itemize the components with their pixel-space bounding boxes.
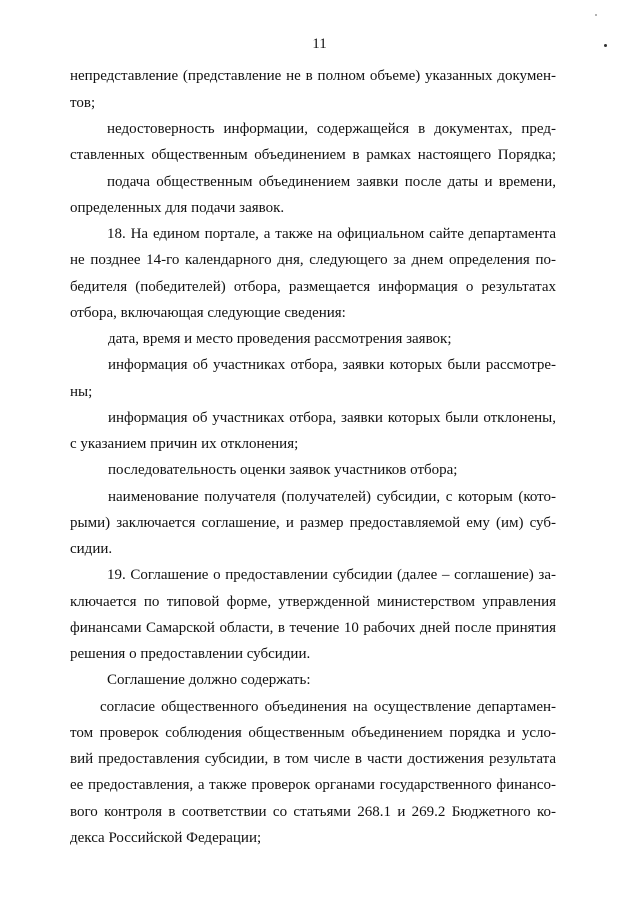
text-line: тов; (70, 95, 96, 111)
text-line: решения о предоставлении субсидии. (70, 646, 311, 662)
text-line: согласие общественного объединения на осуществление департамен- (100, 699, 556, 715)
text-line: ее предоставления, а также проверок органами государственного финансо- (70, 777, 556, 793)
text-line: ставленных общественным объединением в рамках настоящего Порядка; (70, 147, 556, 163)
text-line: сидии. (70, 541, 113, 557)
text-line: рыми) заключается соглашение, и размер предоставляемой ему (им) суб- (70, 515, 556, 531)
text-line: подача общественным объединением заявки после даты и времени, (107, 174, 556, 190)
text-line: бедителя (победителей) отбора, размещается информация о результатах (70, 279, 556, 295)
text-line: ны; (70, 384, 93, 400)
text-line: том проверок соблюдения общественным объединением порядка и усло- (70, 725, 556, 741)
text-line: ключается по типовой форме, утвержденной министерством управления (70, 594, 556, 610)
text-line: отбора, включающая следующие сведения: (70, 305, 346, 321)
scan-speck (604, 44, 607, 47)
text-line: непредставление (представление не в полном объеме) указанных докумен- (70, 68, 556, 84)
text-line: недостоверность информации, содержащейся в документах, пред- (107, 121, 556, 137)
text-line: вий предоставления субсидии, в том числе в части достижения результата (70, 751, 556, 767)
text-line: финансами Самарской области, в течение 10 рабочих дней после принятия (70, 620, 556, 636)
text-line: декса Российской Федерации; (70, 830, 262, 846)
text-line: информация об участниках отбора, заявки которых были отклонены, (108, 410, 556, 426)
text-line: наименование получателя (получателей) субсидии, с которым (кото- (108, 489, 556, 505)
text-line: дата, время и место проведения рассмотрения заявок; (108, 331, 452, 347)
text-line: с указанием причин их отклонения; (70, 436, 299, 452)
text-line: последовательность оценки заявок участников отбора; (108, 462, 458, 478)
text-line: 18. На едином портале, а также на официальном сайте департамента (107, 226, 556, 242)
text-line: информация об участниках отбора, заявки которых были рассмотре- (108, 357, 556, 373)
text-line: не позднее 14-го календарного дня, следующего за днем определения по- (70, 252, 556, 268)
text-line: определенных для подачи заявок. (70, 200, 285, 216)
text-line: Соглашение должно содержать: (107, 672, 311, 688)
text-line: 19. Соглашение о предоставлении субсидии (далее – соглашение) за- (107, 567, 556, 583)
scan-speck (595, 14, 597, 16)
page-number: 11 (312, 36, 327, 52)
text-line: вого контроля в соответствии со статьями 268.1 и 269.2 Бюджетного ко- (70, 804, 556, 820)
